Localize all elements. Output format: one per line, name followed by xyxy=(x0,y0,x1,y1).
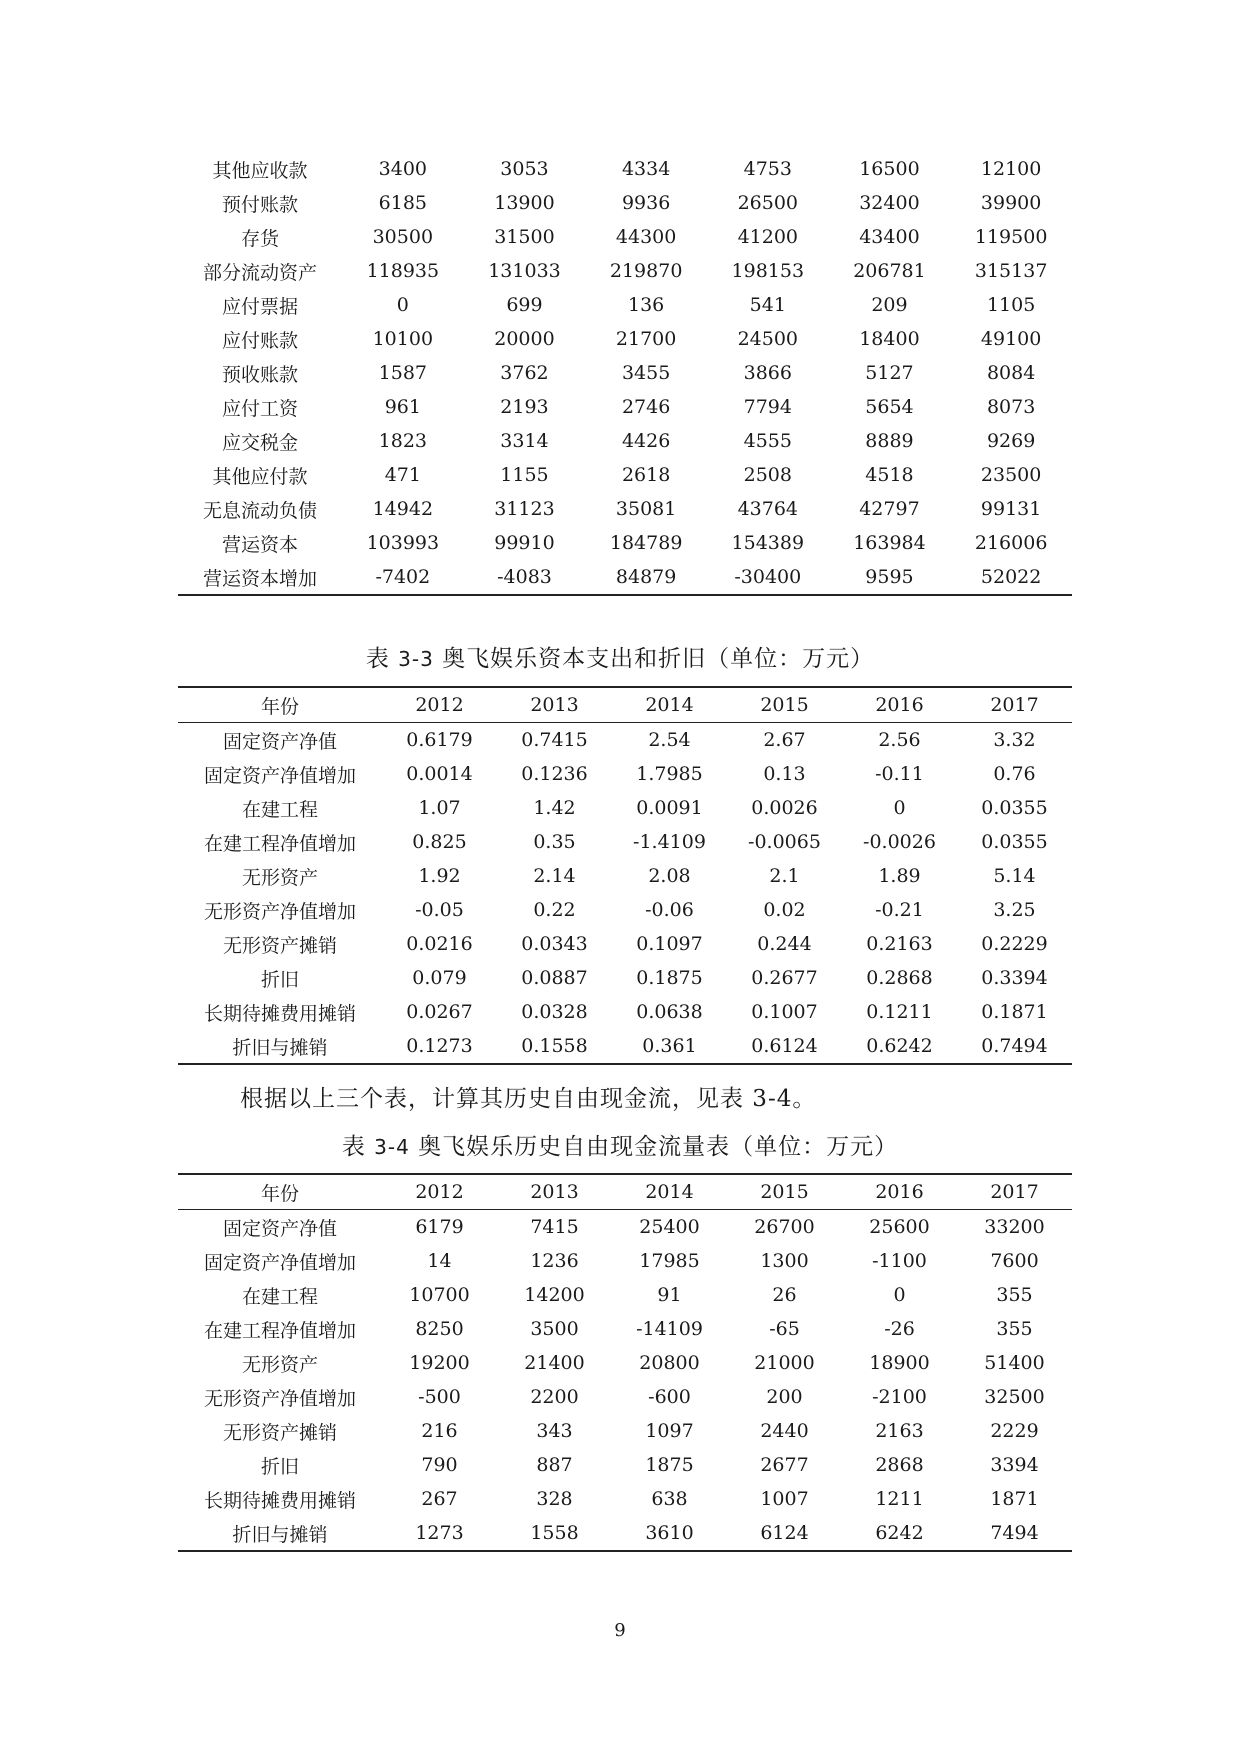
header-cell-year: 2012 xyxy=(382,687,497,723)
table-cell: 2508 xyxy=(743,464,792,486)
table-cell: 9936 xyxy=(621,192,671,214)
row-label: 其他应收款 xyxy=(212,159,308,182)
table-row xyxy=(178,254,1072,288)
table-cell: 163984 xyxy=(853,532,926,554)
table-cell: 21700 xyxy=(615,328,677,350)
table-cell: 0.825 xyxy=(412,831,467,853)
table-cell: 0.244 xyxy=(757,933,812,955)
table-cell: 0.22 xyxy=(533,899,576,921)
table-cell: 0.76 xyxy=(993,763,1036,785)
row-label: 营运资本增加 xyxy=(202,567,317,590)
row-label: 无形资产摊销 xyxy=(222,1421,337,1444)
table-cell: 32400 xyxy=(859,192,920,214)
table-row xyxy=(178,458,1072,492)
table-cell: 961 xyxy=(384,396,421,418)
caption-prefix: 表 xyxy=(365,646,390,672)
table-cell: 0.0014 xyxy=(406,763,473,785)
table-cell: 1823 xyxy=(378,430,427,452)
table-cell: 17985 xyxy=(639,1250,700,1272)
row-label: 固定资产净值增加 xyxy=(203,764,356,787)
caption-prefix: 表 xyxy=(341,1134,366,1160)
header-cell-year: 2014 xyxy=(612,1174,727,1210)
table-cell: -4083 xyxy=(497,566,552,588)
table-cell: 99131 xyxy=(980,498,1042,520)
row-label: 无息流动负债 xyxy=(202,499,317,522)
table-cell: 9269 xyxy=(986,430,1036,452)
table-cell: -65 xyxy=(769,1318,800,1340)
table-row xyxy=(178,1448,1072,1482)
table-cell: -14109 xyxy=(636,1318,703,1340)
table-cell: -2100 xyxy=(872,1386,927,1408)
table-cell: 7794 xyxy=(743,396,792,418)
row-label: 折旧 xyxy=(260,1455,299,1478)
table-body xyxy=(178,723,1072,1065)
table-cell: 14 xyxy=(427,1250,452,1272)
table-cell: 471 xyxy=(384,464,421,486)
caption-title: 奥飞娱乐资本支出和折旧（单位：万元） xyxy=(442,646,875,672)
table-cell: 216 xyxy=(421,1420,458,1442)
table-cell: 23500 xyxy=(980,464,1042,486)
body-paragraph: 根据以上三个表，计算其历史自由现金流，见表 3-4。 xyxy=(240,1086,817,1112)
table-cell: 26500 xyxy=(737,192,799,214)
table-row xyxy=(178,322,1072,356)
row-label: 部分流动资产 xyxy=(202,261,317,284)
table-cell: 0.1273 xyxy=(406,1035,473,1057)
row-label: 预收账款 xyxy=(221,363,298,386)
table-row xyxy=(178,893,1072,927)
table-row xyxy=(178,424,1072,458)
table-row xyxy=(178,152,1072,186)
table-cell: 10100 xyxy=(372,328,434,350)
table-cell: 2.54 xyxy=(648,729,691,751)
table-row xyxy=(178,1414,1072,1448)
table-cell: 3.25 xyxy=(993,899,1036,921)
table-cell: 3053 xyxy=(500,158,549,180)
header-cell-label: 年份 xyxy=(178,687,382,723)
table-cell: 39900 xyxy=(980,192,1042,214)
table-cell: 33200 xyxy=(984,1216,1045,1238)
table-cell: 0.02 xyxy=(763,899,806,921)
header-cell-year: 2016 xyxy=(842,687,957,723)
caption-number: 3-3 xyxy=(398,647,434,671)
table-cell: 315137 xyxy=(974,260,1048,282)
table-cell: 887 xyxy=(536,1454,573,1476)
header-cell-label: 年份 xyxy=(178,1174,382,1210)
table-cell: 1.42 xyxy=(533,797,576,819)
table-cell: 12100 xyxy=(980,158,1042,180)
table-cell: -500 xyxy=(418,1386,461,1408)
table-cell: 2.14 xyxy=(533,865,576,887)
table-cell: 2.56 xyxy=(878,729,921,751)
row-label: 长期待摊费用摊销 xyxy=(203,1489,356,1512)
row-label: 在建工程净值增加 xyxy=(203,1319,356,1342)
table-cell: 2.08 xyxy=(648,865,691,887)
table-body xyxy=(178,152,1072,595)
table-cell: 0.0343 xyxy=(521,933,588,955)
row-label: 无形资产净值增加 xyxy=(203,1387,356,1410)
table-cell: 26 xyxy=(772,1284,797,1306)
table-cell: 2746 xyxy=(621,396,671,418)
table-cell: 49100 xyxy=(980,328,1042,350)
table-cell: 14942 xyxy=(372,498,434,520)
table-cell: 99910 xyxy=(494,532,555,554)
table-cell: -0.06 xyxy=(645,899,694,921)
table-cell: 0.13 xyxy=(763,763,806,785)
table-cell: 1236 xyxy=(530,1250,579,1272)
table-cell: 0.1871 xyxy=(981,1001,1048,1023)
table-cell: 328 xyxy=(536,1488,573,1510)
table-cell: 0.0355 xyxy=(981,797,1048,819)
row-label: 无形资产净值增加 xyxy=(203,900,356,923)
table-cell: 52022 xyxy=(980,566,1042,588)
header-cell-year: 2014 xyxy=(612,687,727,723)
table-cell: 0.0638 xyxy=(636,1001,703,1023)
table-cell: 0.2229 xyxy=(981,933,1048,955)
table-cell: 0.7415 xyxy=(521,729,588,751)
table-cell: 0.0026 xyxy=(751,797,818,819)
header-cell-year: 2017 xyxy=(957,1174,1072,1210)
table-cell: -7402 xyxy=(375,566,431,588)
table-cell: 0.1236 xyxy=(521,763,588,785)
table-cell: 8889 xyxy=(865,430,914,452)
table-cell: -0.0026 xyxy=(863,831,936,853)
table-cell: 0.0328 xyxy=(521,1001,588,1023)
table-cell: 6242 xyxy=(875,1522,924,1544)
table-cell: 32500 xyxy=(984,1386,1045,1408)
table-row xyxy=(178,1278,1072,1312)
table-cell: 0.2677 xyxy=(751,967,818,989)
row-label: 无形资产摊销 xyxy=(222,934,337,957)
header-cell-year: 2012 xyxy=(382,1174,497,1210)
table-cell: 5.14 xyxy=(993,865,1036,887)
table-cell: 0.1097 xyxy=(636,933,703,955)
table-cell: 2193 xyxy=(500,396,549,418)
table-cell: 25600 xyxy=(869,1216,930,1238)
table-cell: 3500 xyxy=(530,1318,579,1340)
table-cell: 19200 xyxy=(409,1352,470,1374)
table-cell: -30400 xyxy=(734,566,802,588)
table-cell: 20000 xyxy=(494,328,555,350)
table-cell: 13900 xyxy=(494,192,555,214)
row-label: 折旧与摊销 xyxy=(232,1036,328,1059)
row-label: 应交税金 xyxy=(221,431,298,454)
row-label: 其他应付款 xyxy=(212,465,308,488)
table-cell: 4753 xyxy=(743,158,792,180)
row-label: 应付工资 xyxy=(221,397,298,420)
table-row xyxy=(178,356,1072,390)
row-label: 预付账款 xyxy=(221,193,298,216)
row-label: 存货 xyxy=(240,227,279,250)
table-row xyxy=(178,1346,1072,1380)
table-row xyxy=(178,723,1072,758)
table-row xyxy=(178,1029,1072,1064)
table-cell: 0.079 xyxy=(412,967,467,989)
header-cell-year: 2017 xyxy=(957,687,1072,723)
table-row xyxy=(178,288,1072,322)
table-cell: 131033 xyxy=(488,260,561,282)
table-cell: 699 xyxy=(506,294,543,316)
table-row xyxy=(178,560,1072,595)
table-cell: 1211 xyxy=(875,1488,924,1510)
table-cell: 118935 xyxy=(366,260,440,282)
row-label: 长期待摊费用摊销 xyxy=(203,1002,356,1025)
table-row xyxy=(178,1482,1072,1516)
table-cell: 0.0267 xyxy=(406,1001,473,1023)
table-cell: 184789 xyxy=(609,532,683,554)
table-cell: 18900 xyxy=(869,1352,930,1374)
table-row xyxy=(178,1380,1072,1414)
table-cell: 8250 xyxy=(415,1318,464,1340)
table-row xyxy=(178,492,1072,526)
table-cell: 2618 xyxy=(621,464,671,486)
table-row xyxy=(178,390,1072,424)
table-cell: 0 xyxy=(893,797,906,819)
table-row xyxy=(178,791,1072,825)
table-row xyxy=(178,757,1072,791)
table-cell: 267 xyxy=(421,1488,458,1510)
table-cell: 2868 xyxy=(875,1454,924,1476)
table-cell: 41200 xyxy=(737,226,799,248)
table-cell: 2229 xyxy=(990,1420,1039,1442)
table-cell: 1.92 xyxy=(418,865,461,887)
row-label: 折旧与摊销 xyxy=(232,1523,328,1546)
table-cell: 1587 xyxy=(378,362,427,384)
table-cell: 2677 xyxy=(760,1454,809,1476)
table-cell: 216006 xyxy=(974,532,1048,554)
header-cell-year: 2015 xyxy=(727,1174,842,1210)
table-cell: 2200 xyxy=(530,1386,579,1408)
table-cell: 0.0091 xyxy=(636,797,703,819)
table-cell: 31123 xyxy=(494,498,555,520)
table-cell: 0 xyxy=(893,1284,906,1306)
table-cell: 5654 xyxy=(865,396,914,418)
table-cell: 1105 xyxy=(986,294,1036,316)
table-row xyxy=(178,961,1072,995)
table-cell: 355 xyxy=(996,1284,1033,1306)
table-cell: 0.1558 xyxy=(521,1035,588,1057)
table-cell: 3314 xyxy=(500,430,549,452)
table-cell: 1558 xyxy=(530,1522,579,1544)
row-label: 无形资产 xyxy=(241,866,318,889)
table-cell: 790 xyxy=(421,1454,458,1476)
table-row xyxy=(178,1244,1072,1278)
table-row xyxy=(178,220,1072,254)
table-cell: 1273 xyxy=(415,1522,464,1544)
table-header-row xyxy=(178,687,1072,723)
table-cell: 1155 xyxy=(500,464,549,486)
table-cell: 44300 xyxy=(615,226,677,248)
page-number: 9 xyxy=(614,1620,626,1641)
table-cell: 541 xyxy=(749,294,786,316)
row-label: 无形资产 xyxy=(241,1353,318,1376)
table-cell: 0.0216 xyxy=(406,933,473,955)
table-cell: -600 xyxy=(648,1386,691,1408)
table-cell: 4555 xyxy=(743,430,792,452)
table-cell: 0.6242 xyxy=(866,1035,933,1057)
table-cell: 0.0355 xyxy=(981,831,1048,853)
table-row xyxy=(178,927,1072,961)
table-cell: 35081 xyxy=(615,498,677,520)
table-cell: 0.3394 xyxy=(981,967,1048,989)
header-cell-year: 2015 xyxy=(727,687,842,723)
table-cell: 20800 xyxy=(639,1352,700,1374)
table-3-3 xyxy=(178,686,1072,1065)
table-cell: 3394 xyxy=(990,1454,1039,1476)
table-cell: 3866 xyxy=(743,362,792,384)
table-cell: 119500 xyxy=(974,226,1048,248)
table-3-2-continued xyxy=(178,152,1072,596)
table-cell: 0 xyxy=(396,294,409,316)
table-row xyxy=(178,995,1072,1029)
table-cell: 1097 xyxy=(645,1420,694,1442)
table-cell: 0.0887 xyxy=(521,967,588,989)
table-body xyxy=(178,1210,1072,1552)
table-cell: 3455 xyxy=(621,362,671,384)
table-cell: 21400 xyxy=(524,1352,585,1374)
table-row xyxy=(178,825,1072,859)
header-cell-year: 2013 xyxy=(497,687,612,723)
table-cell: 31500 xyxy=(494,226,555,248)
table-cell: 198153 xyxy=(731,260,805,282)
header-cell-year: 2013 xyxy=(497,1174,612,1210)
row-label: 应付票据 xyxy=(221,295,298,318)
table-cell: 0.35 xyxy=(533,831,576,853)
table-cell: 0.1211 xyxy=(866,1001,933,1023)
table-cell: 1875 xyxy=(645,1454,694,1476)
table-cell: 6124 xyxy=(760,1522,809,1544)
table-cell: 4426 xyxy=(621,430,671,452)
table-cell: 0.6179 xyxy=(406,729,473,751)
table-cell: 1300 xyxy=(760,1250,809,1272)
table-cell: 5127 xyxy=(865,362,914,384)
table-cell: 0.2163 xyxy=(866,933,933,955)
table-cell: 0.1875 xyxy=(636,967,703,989)
table-cell: 638 xyxy=(651,1488,688,1510)
table-row xyxy=(178,1312,1072,1346)
table-cell: 42797 xyxy=(859,498,920,520)
table-cell: 0.2868 xyxy=(866,967,933,989)
table-cell: 7600 xyxy=(990,1250,1039,1272)
table-cell: 0.7494 xyxy=(981,1035,1048,1057)
table-cell: 2.1 xyxy=(769,865,800,887)
table-row xyxy=(178,1210,1072,1245)
table-cell: 2.67 xyxy=(763,729,806,751)
table-cell: 4334 xyxy=(621,158,671,180)
table-cell: 355 xyxy=(996,1318,1033,1340)
table-cell: 4518 xyxy=(865,464,914,486)
row-label: 在建工程净值增加 xyxy=(203,832,356,855)
table-row xyxy=(178,186,1072,220)
table-cell: 154389 xyxy=(731,532,805,554)
table-cell: 6179 xyxy=(415,1216,464,1238)
table-cell: 3762 xyxy=(500,362,549,384)
table-cell: 0.1007 xyxy=(751,1001,818,1023)
header-cell-year: 2016 xyxy=(842,1174,957,1210)
table-cell: 136 xyxy=(628,294,665,316)
table-cell: 219870 xyxy=(609,260,683,282)
table-3-4-caption xyxy=(0,1128,1240,1161)
table-cell: 10700 xyxy=(409,1284,470,1306)
table-cell: -1100 xyxy=(872,1250,927,1272)
table-cell: 3610 xyxy=(645,1522,694,1544)
table-cell: 43400 xyxy=(859,226,920,248)
table-cell: 30500 xyxy=(372,226,434,248)
table-cell: 0.361 xyxy=(642,1035,697,1057)
row-label: 应付账款 xyxy=(221,329,298,352)
table-cell: 14200 xyxy=(524,1284,585,1306)
table-cell: 43764 xyxy=(737,498,799,520)
table-cell: 3.32 xyxy=(993,729,1036,751)
caption-title: 奥飞娱乐历史自由现金流量表（单位：万元） xyxy=(418,1134,899,1160)
row-label: 固定资产净值 xyxy=(222,730,337,753)
table-cell: -0.05 xyxy=(415,899,464,921)
table-cell: 7494 xyxy=(990,1522,1039,1544)
table-cell: 26700 xyxy=(754,1216,815,1238)
table-cell: 103993 xyxy=(366,532,440,554)
table-cell: 1.7985 xyxy=(636,763,703,785)
table-cell: -0.21 xyxy=(875,899,924,921)
table-cell: -1.4109 xyxy=(633,831,706,853)
table-cell: 1871 xyxy=(990,1488,1039,1510)
table-cell: -0.11 xyxy=(875,763,924,785)
table-cell: 1007 xyxy=(760,1488,809,1510)
table-cell: 0.6124 xyxy=(751,1035,818,1057)
table-header-row xyxy=(178,1174,1072,1210)
table-cell: -0.0065 xyxy=(748,831,821,853)
table-cell: 84879 xyxy=(615,566,677,588)
table-cell: 2163 xyxy=(875,1420,924,1442)
table-cell: 8073 xyxy=(986,396,1036,418)
table-row xyxy=(178,1516,1072,1551)
table-row xyxy=(178,526,1072,560)
table-cell: 18400 xyxy=(859,328,920,350)
table-cell: 209 xyxy=(871,294,908,316)
table-cell: 21000 xyxy=(754,1352,815,1374)
table-cell: 6185 xyxy=(378,192,427,214)
table-cell: 9595 xyxy=(865,566,914,588)
table-cell: 7415 xyxy=(530,1216,579,1238)
table-cell: 3400 xyxy=(378,158,427,180)
table-cell: 16500 xyxy=(859,158,920,180)
table-cell: 200 xyxy=(766,1386,803,1408)
table-cell: 343 xyxy=(536,1420,573,1442)
table-3-3-caption xyxy=(0,640,1240,673)
table-cell: 91 xyxy=(657,1284,682,1306)
table-cell: 1.89 xyxy=(878,865,921,887)
table-cell: 25400 xyxy=(639,1216,700,1238)
table-3-4 xyxy=(178,1173,1072,1552)
table-cell: -26 xyxy=(884,1318,915,1340)
table-cell: 24500 xyxy=(737,328,799,350)
row-label: 在建工程 xyxy=(241,1285,318,1308)
table-cell: 1.07 xyxy=(418,797,461,819)
table-cell: 206781 xyxy=(853,260,926,282)
row-label: 折旧 xyxy=(260,968,299,991)
row-label: 固定资产净值增加 xyxy=(203,1251,356,1274)
table-cell: 51400 xyxy=(984,1352,1045,1374)
row-label: 营运资本 xyxy=(221,533,298,556)
caption-number: 3-4 xyxy=(374,1135,410,1159)
table-row xyxy=(178,859,1072,893)
row-label: 在建工程 xyxy=(241,798,318,821)
table-cell: 2440 xyxy=(760,1420,809,1442)
row-label: 固定资产净值 xyxy=(222,1217,337,1240)
table-cell: 8084 xyxy=(986,362,1036,384)
